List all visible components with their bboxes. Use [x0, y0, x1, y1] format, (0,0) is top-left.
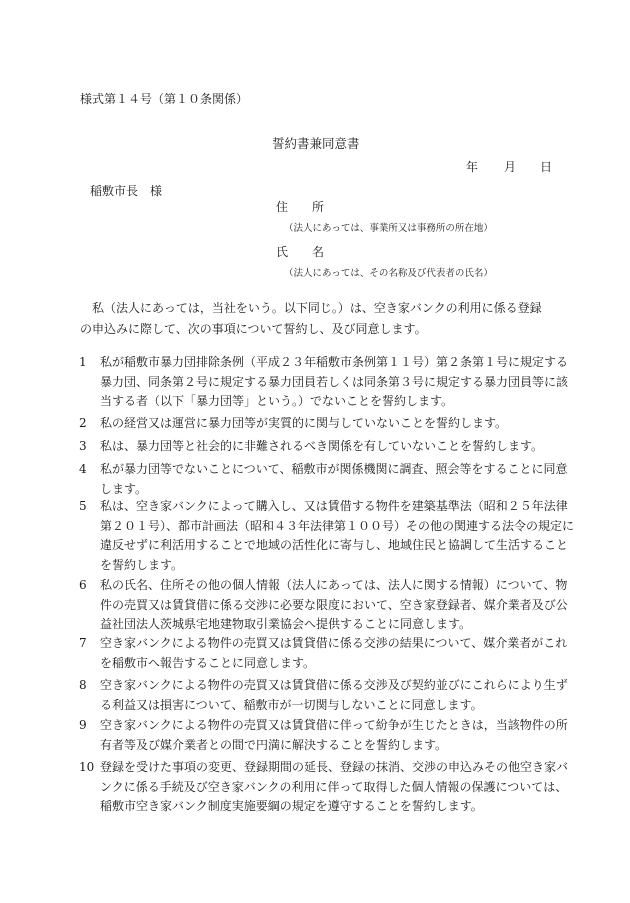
pledge-item-9: [79, 716, 574, 755]
date-day-label: 日: [540, 160, 553, 174]
date-year-label: 年: [466, 160, 479, 174]
pledge-number: 7: [79, 636, 87, 650]
pledge-item-1: [79, 353, 574, 412]
pledge-number: 6: [79, 578, 87, 592]
name-note: （法人にあっては、その名称及び代表者の氏名）: [284, 268, 493, 279]
pledge-number: 5: [79, 499, 87, 513]
pledge-text: 空き家バンクによる物件の売買又は賃貸借に係る交渉の結果について、媒介業者がこれを稲敷市へ報告することに同意します。: [100, 636, 568, 670]
pledge-text: 私が暴力団等でないことについて、稲敷市が関係機関に調査、照会等をすることに同意します。: [100, 462, 568, 496]
pledge-item-3: [79, 437, 574, 457]
pledge-item-2: [79, 414, 574, 434]
pledge-item-7: [79, 634, 574, 673]
pledge-number: 8: [79, 678, 87, 692]
pledge-text: 空き家バンクによる物件の売買又は賃貸借に伴って紛争が生じたときは，当該物件の所有者等及び媒介業者との間で円満に解決することを誓約します。: [100, 718, 568, 752]
address-note: （法人にあっては、事業所又は事務所の所在地）: [284, 223, 493, 234]
address-label: 住 所: [276, 200, 325, 214]
pledge-text: 私は、暴力団等と社会的に非難されるべき関係を有していないことを誓約します。: [100, 439, 544, 453]
pledge-text: 私の氏名、住所その他の個人情報（法人にあっては、法人に関する情報）について、物件の売買又は賃貸借に係る交渉に必要な限度において、空き家登録者、媒介業者及び公益社団法人茨城県宅地建物取引業協会へ提供することに同意します。: [100, 578, 568, 631]
intro-line-2: の申込みに際して、次の事項について誓約し、及び同意します。: [80, 322, 427, 336]
pledge-text: 私は、空き家バンクによって購入し、又は賃借する物件を建築基準法（昭和２５年法律第２０１号）、都市計画法（昭和４３年法律第１００号）その他の関連する法令の規定に違反せずに利活用することで地域の活性化に寄与し、地域住民と協調して生活することを誓約します。: [100, 499, 575, 572]
pledge-number: 1: [79, 355, 87, 369]
pledge-text: 私の経営又は運営に暴力団等が実質的に関与していないことを誓約します。: [100, 416, 508, 430]
pledge-text: 登録を受けた事項の変更、登録期間の延長、登録の抹消、交渉の申込みその他空き家バンクに係る手続及び空き家バンクの利用に伴って取得した個人情報の保護については、稲敷市空き家バンク制度実施要綱の規定を遵守することを誓約します。: [100, 760, 569, 813]
pledge-item-5: [79, 497, 574, 575]
pledge-number: 4: [79, 462, 87, 476]
date-month-label: 月: [504, 160, 517, 174]
addressee: 稲敷市長 様: [90, 184, 163, 198]
intro-paragraph: [80, 298, 550, 340]
pledge-item-8: [79, 676, 574, 715]
pledge-number: 10: [79, 760, 95, 774]
pledge-item-6: [79, 576, 574, 635]
pledge-text: 私が稲敷市暴力団排除条例（平成２３年稲敷市条例第１１号）第２条第１号に規定する暴力団、同条第２号に規定する暴力団員若しくは同条第３号に規定する暴力団員等に該当する者（以下「暴力団等」という。）でないことを誓約します。: [100, 355, 569, 408]
pledge-item-4: [79, 460, 574, 499]
document-title: 誓約書兼同意書: [272, 136, 360, 151]
form-number: 様式第１４号（第１０条関係）: [80, 92, 249, 106]
name-label: 氏 名: [276, 245, 325, 259]
pledge-item-10: [79, 758, 574, 817]
intro-line-1: 私（法人にあっては，当社をいう。以下同じ。）は、空き家バンクの利用に係る登録: [92, 301, 542, 315]
pledge-number: 2: [79, 416, 87, 430]
pledge-text: 空き家バンクによる物件の売買又は賃貸借に係る交渉及び契約並びにこれらにより生ずる利益又は損害について、稲敷市が一切関与しないことに同意します。: [100, 678, 568, 712]
pledge-number: 9: [79, 718, 87, 732]
pledge-number: 3: [79, 439, 87, 453]
